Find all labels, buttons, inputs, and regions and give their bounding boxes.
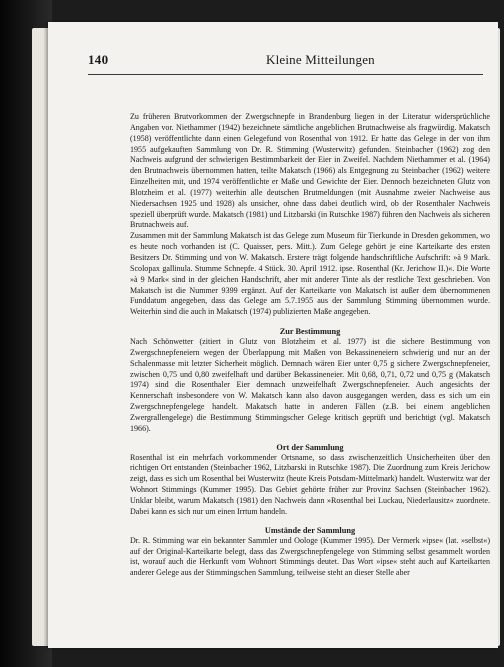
section-heading-bestimmung: Zur Bestimmung <box>279 327 341 337</box>
intro-paragraph-1: Zu früheren Brutvorkommen der Zwergschnepfe in Brandenburg liegen in der Literatur widersprüchliche Angaben vor. Niethammer (1942) bezeichnete sämtliche angeblichen Brutnachweise als fragwürdig. Makatsch (1958) veröffentlichte dann einen Gelegefund von Rosenthal von 1912. Er hatte das Gelege in der von ihm 1955 aufgekauften Sammlung von Dr. R. Stimming (Wusterwitz) gefunden. Steinbacher (1962) zog den Nachweis aufgrund der schwierigen Bestimmbarkeit der Eier in Zweifel. Nachdem Niethammer et al. (1964) den Brutnachweis übernommen hatten, teilte Makatsch (1966) als Entgegnung zu Steinbacher (1962) weitere Einzelheiten mit, und 1974 veröffentlichte er Maße und Gewichte der Eier. Dennoch bezeichneten Glutz von Blotzheim et al. (1977) weiterhin alle deutschen Brutmeldungen (mit Ausnahme zweier Nachweise aus Niedersachsen 1925 und 1928) als unsicher, ohne dass dabei deutlich wird, ob der Rosenthaler Nachweis speziell überprüft wurde. Makatsch (1981) und Litzbarski (in Rutschke 1987) führen den Nachweis als sicheren Brutnachweis auf. <box>130 112 490 230</box>
section-heading-ort: Ort der Sammlung <box>276 442 344 452</box>
header-rule <box>88 74 483 75</box>
article-body <box>130 112 490 579</box>
paragraph-bestimmung: Nach Schönwetter (zitiert in Glutz von Blotzheim et al. 1977) ist die sichere Bestimmung von Zwergschnepfeneiern wegen der Überlappung mit Maßen von Bekassineneiern schwierig und nur an der Schalenmasse mit letzter Sicherheit möglich. Demnach wären Eier unter 0,75 g sichere Zwergschnepfeneier, zwischen 0,75 und 0,80 zweifelhaft und darüber Bekassineneier. Mit 0,68, 0,71, 0,72 und 0,75 g (Makatsch 1974) sind die Rosenthaler Eier demnach unzweifelhaft Zwergschnepfeneier. Auch angesichts der Kennerschaft insbesondere von W. Makatsch kann also davon ausgegangen werden, dass es sich um ein Zwergschnepfengelege handelt. Makatsch hatte in anderen Fällen (z.B. bei einem angeblichen Zwergrallengelege) die Bestimmung Stimmingscher Gelege kritisch geprüft und berichtigt (vgl. Makatsch 1966). <box>130 337 490 433</box>
section-heading-umstaende: Umstände der Sammlung <box>264 525 356 535</box>
page-number: 140 <box>88 52 109 67</box>
paragraph-umstaende: Dr. R. Stimming war ein bekannter Sammler und Oologe (Kummer 1995). Der Vermerk »ipse« (lat. »selbst«) auf der Original-Karteikarte belegt, dass das Zwergschnepfengelege von Stimming selbst gesammelt worden ist, worauf auch die Herkunft vom Wohnort Stimmings deutet. Das Wort »ipse« steht auch auf Karteikarten anderer Gelege aus der Stimmingschen Sammlung, teilweise steht an dieser Stelle aber <box>130 535 490 578</box>
paragraph-ort: Rosenthal ist ein mehrfach vorkommender Ortsname, so dass zwischenzeitlich Unsicherheiten über den richtigen Ort entstanden (Steinbacher 1962, Litzbarski in Rutschke 1987). Die Zuordnung zum Kreis Jerichow zeigt, dass es sich um Rosenthal bei Wusterwitz (heute Kreis Potsdam-Mittelmark) handelt. Wusterwitz war der Wohnort Stimmings (Kummer 1995). Das Gebiet gehörte früher zur Provinz Sachsen (Steinbacher 1962). Unklar bleibt, warum Makatsch (1981) den Nachweis dann »Rosenthal bei Luckau, Niederlausitz« zuordnete. Dabei kann es sich nur um einen Irrtum handeln. <box>130 452 490 516</box>
book-page <box>48 22 498 648</box>
running-title: Kleine Mitteilungen <box>266 52 375 67</box>
intro-paragraph-2: Zusammen mit der Sammlung Makatsch ist das Gelege zum Museum für Tierkunde in Dresden gekommen, wo es heute noch vorhanden ist (C. Quaisser, pers. Mitt.). Zum Gelege gehört je eine Karteikarte des ersten Besitzers Dr. Stimming und von W. Makatsch. Erstere trägt folgende handschriftliche Aufschrift: »à 9 Mark. Scolopax gallinula. Stumme Schnepfe. 4 Stück. 30. April 1912. ipse. Rosenthal (Kr. Jerichow II.)«. Die Worte »à 9 Mark« sind in der gleichen Handschrift, aber mit anderer Tinte als der restliche Text geschrieben. Von Makatsch ist die Nummer 9399 ergänzt. Auf der Karteikarte von Makatsch ist außer dem übernommenen Funddatum angegeben, dass das Gelege am 5.7.1955 aus der Sammlung Stimming übernommen wurde. Weiterhin sind die auch in Makatsch (1974) publizierten Maße angegeben. <box>130 231 490 317</box>
